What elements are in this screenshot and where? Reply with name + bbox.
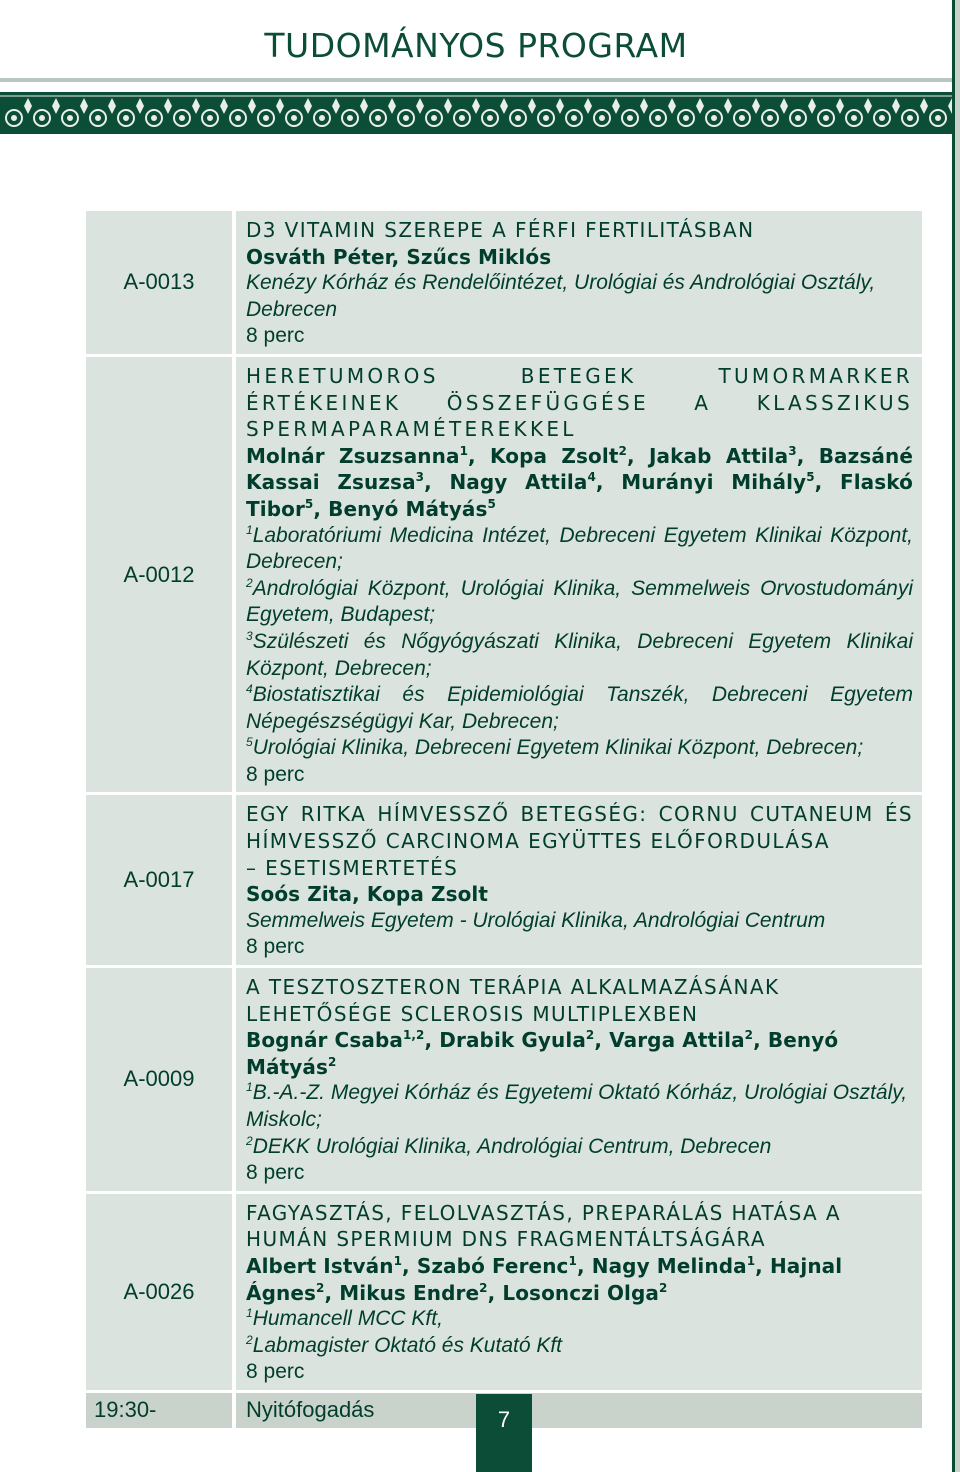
author-sup: 2	[328, 1054, 337, 1069]
author-sup: 1	[393, 1253, 403, 1268]
aff-text: Andrológiai Központ, Urológiai Klinika, Semmelweis Orvostudományi Egyetem, Budapest;	[246, 576, 913, 627]
author-sup: 1	[568, 1253, 577, 1268]
author-name: Drabik Gyula	[439, 1028, 586, 1053]
talk-title: FAGYASZTÁS, FELOLVASZTÁS, PREPARÁLÁS HATÁSA A HUMÁN SPERMIUM DNS FRAGMENTÁLTSÁGÁRA	[246, 1200, 841, 1252]
author-name: Szabó Ferenc	[416, 1253, 569, 1278]
aff-text: Laboratóriumi Medicina Intézet, Debreceni Egyetem Klinikai Központ, Debrecen;	[246, 523, 913, 574]
aff-sup: 3	[246, 628, 253, 643]
aff-text: Szülészeti és Nőgyógyászati Klinika, Debreceni Egyetem Klinikai Központ, Debrecen;	[246, 629, 913, 680]
aff-sup: 5	[246, 735, 253, 750]
session-code: A-0017	[86, 795, 236, 965]
talk-title: HERETUMOROS BETEGEK TUMORMARKER ÉRTÉKEINEK ÖSSZEFÜGGÉSE A KLASSZIKUS SPERMAPARAMÉTEREKKEL	[246, 363, 913, 442]
talk-authors: Albert István$^1$, Szabó Ferenc$^1$, Nagy Melinda$^1$, Hajnal Ágnes$^2$, Mikus Endre$^2$, Losonczi Olga$^2$	[246, 1253, 843, 1305]
talk-duration: 8 perc	[246, 1161, 305, 1185]
author-name: Benyó Mátyás	[246, 1028, 839, 1079]
talk-affiliation: Semmelweis Egyetem - Urológiai Klinika, Andrológiai Centrum	[246, 908, 826, 932]
page-edge-strip	[952, 0, 960, 1472]
author-name: Kopa Zsolt	[490, 443, 619, 468]
talk-title: A TESZTOSZTERON TERÁPIA ALKALMAZÁSÁNAK LEHETŐSÉGE SCLEROSIS MULTIPLEXBEN	[246, 975, 780, 1026]
author-name: Jakab Attila	[648, 443, 789, 468]
author-sup: 5	[487, 496, 496, 511]
reception-label: Nyitófogadás	[236, 1393, 922, 1428]
talk-affiliation	[246, 576, 913, 629]
aff-sup: 1	[246, 1306, 253, 1321]
title-divider	[0, 78, 952, 82]
aff-text: DEKK Urológiai Klinika, Andrológiai Centrum, Debrecen	[252, 1134, 772, 1158]
author-sup: 1	[459, 443, 469, 458]
session-code: A-0026	[86, 1194, 236, 1390]
session-content	[236, 968, 922, 1191]
session-row	[86, 795, 922, 965]
aff-sup: 2	[246, 575, 253, 590]
author-sup: 2	[744, 1028, 754, 1043]
author-sup: 3	[415, 470, 425, 485]
author-name: Flaskó Tibor	[246, 470, 913, 521]
talk-affiliation: Kenézy Kórház és Rendelőintézet, Urológiai és Andrológiai Osztály, Debrecen	[246, 271, 876, 321]
author-sup: 2	[585, 1028, 595, 1043]
session-code: A-0009	[86, 968, 236, 1191]
author-name: Varga Attila	[609, 1028, 745, 1053]
author-sup: 2	[316, 1280, 325, 1295]
reception-time: 19:30-	[86, 1393, 236, 1428]
session-row	[86, 968, 922, 1191]
session-content	[236, 211, 922, 354]
aff-sup: 1	[246, 1080, 253, 1095]
talk-title: EGY RITKA HÍMVESSZŐ BETEGSÉG: CORNU CUTANEUM ÉS HÍMVESSZŐ CARCINOMA EGYÜTTES ELŐFORDULÁSA	[246, 802, 913, 854]
session-code: A-0013	[86, 211, 236, 354]
author-name: Murányi Mihály	[621, 470, 807, 495]
author-name: Nagy Melinda	[591, 1253, 747, 1278]
talk-duration: 8 perc	[246, 935, 305, 959]
talk-authors: Osváth Péter, Szűcs Miklós	[246, 244, 552, 269]
talk-authors: Molnár Zsuzsanna$^1$, Kopa Zsolt$^2$, Jakab Attila$^3$, Bazsáné Kassai Zsuzsa$^3$, Nagy Attila$^4$, Murányi Mihály$^5$, Flaskó Tibor$^5$, Benyó Mátyás$^5$	[246, 443, 913, 521]
session-code: A-0012	[86, 357, 236, 793]
author-sup: 1	[746, 1253, 756, 1268]
talk-authors: Soós Zita, Kopa Zsolt	[246, 882, 489, 907]
aff-sup: 1	[246, 522, 253, 537]
talk-duration: 8 perc	[246, 1360, 305, 1384]
aff-text: Labmagister Oktató és Kutató Kft	[252, 1333, 563, 1357]
talk-duration: 8 perc	[246, 324, 305, 348]
talk-affiliation	[246, 1134, 913, 1161]
author-name: Hajnal Ágnes	[246, 1253, 843, 1305]
talk-authors: Bognár Csaba$^{1,2}$, Drabik Gyula$^2$, Varga Attila$^2$, Benyó Mátyás$^2$	[246, 1028, 839, 1079]
talk-title-subtitle: – ESETISMERTETÉS	[246, 855, 459, 880]
session-row	[86, 357, 922, 793]
decorative-ornament-band	[0, 92, 952, 134]
author-sup: 2	[618, 443, 627, 458]
author-sup: 5	[806, 470, 815, 485]
author-name: Benyó Mátyás	[328, 496, 488, 521]
aff-text: Urológiai Klinika, Debreceni Egyetem Klinikai Központ, Debrecen;	[252, 736, 864, 760]
page-title: TUDOMÁNYOS PROGRAM	[264, 26, 688, 65]
talk-title: D3 VITAMIN SZEREPE A FÉRFI FERTILITÁSBAN	[246, 218, 755, 242]
author-sup: 4	[587, 470, 596, 485]
session-row	[86, 211, 922, 354]
author-sup: 2	[479, 1280, 488, 1295]
author-sup: 3	[788, 443, 797, 458]
author-name: Bazsáné Kassai Zsuzsa	[246, 443, 913, 495]
program-table	[86, 208, 922, 1431]
aff-text: Humancell MCC Kft,	[252, 1307, 443, 1331]
talk-duration: 8 perc	[246, 762, 305, 786]
author-name: Bognár Csaba	[246, 1028, 403, 1053]
session-content	[236, 357, 922, 793]
aff-text: Biostatisztikai és Epidemiológiai Tanszék, Debreceni Egyetem Népegészségügyi Kar, Debrecen;	[246, 683, 913, 733]
author-name: Nagy Attila	[449, 470, 588, 495]
talk-affiliation	[246, 735, 913, 762]
aff-sup: 2	[246, 1332, 253, 1347]
session-content	[236, 795, 922, 965]
author-name: Mikus Endre	[339, 1280, 480, 1305]
talk-affiliation	[246, 629, 913, 682]
author-name: Molnár Zsuzsanna	[246, 443, 460, 468]
talk-affiliation	[246, 523, 913, 576]
author-sup: 1,2	[402, 1028, 425, 1043]
author-name: Losonczi Olga	[502, 1280, 660, 1305]
author-sup: 2	[659, 1280, 668, 1295]
aff-sup: 2	[246, 1133, 253, 1148]
aff-sup: 4	[246, 682, 253, 697]
author-sup: 5	[304, 496, 314, 511]
talk-affiliation	[246, 1080, 913, 1133]
page-number: 7	[476, 1394, 532, 1472]
author-name: Albert István	[246, 1253, 394, 1278]
talk-affiliation	[246, 1306, 913, 1333]
aff-text: B.-A.-Z. Megyei Kórház és Egyetemi Oktató Kórház, Urológiai Osztály, Miskolc;	[246, 1081, 908, 1131]
talk-affiliation	[246, 1333, 913, 1360]
session-row	[86, 1194, 922, 1390]
ornament-pattern	[0, 92, 952, 134]
session-content	[236, 1194, 922, 1390]
talk-affiliation	[246, 682, 913, 735]
